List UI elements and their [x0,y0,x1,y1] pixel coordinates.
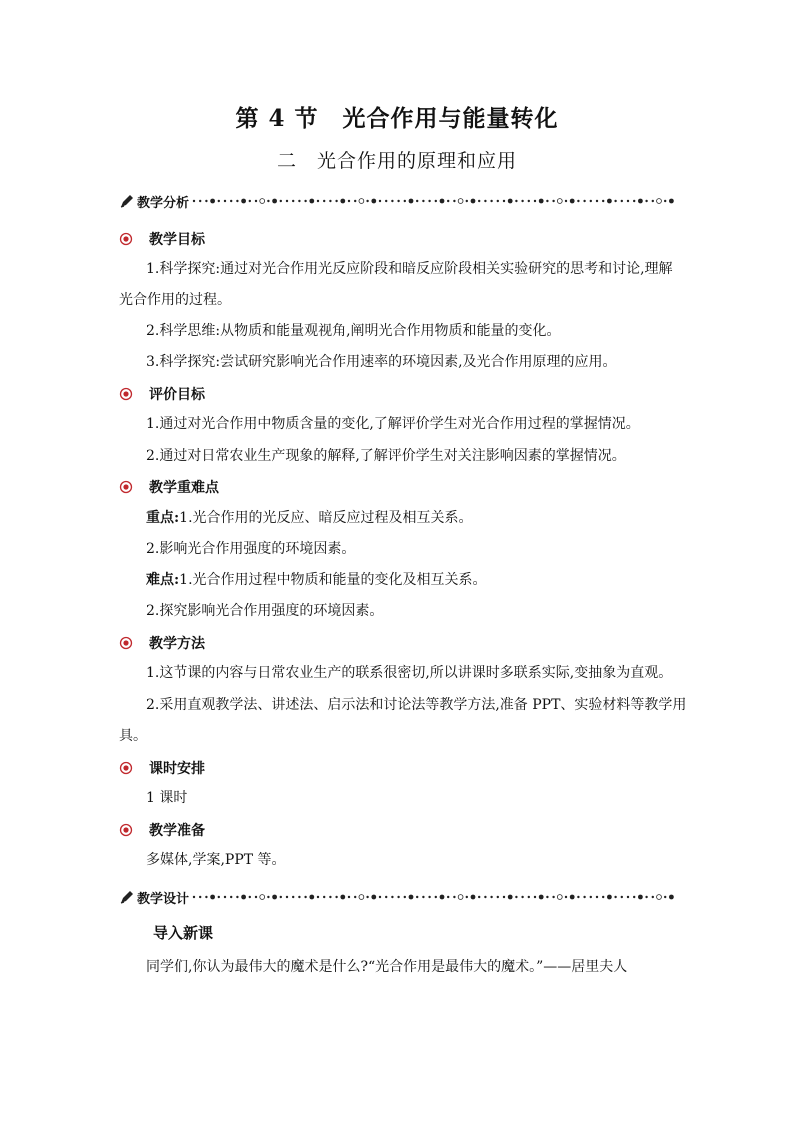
heading-text: 教学目标 [149,232,205,248]
heading-schedule [119,758,205,778]
goal-item-3: 3.科学探究:尝试研究影响光合作用速率的环境因素,及光合作用原理的应用。 [146,354,617,370]
pen-icon [119,889,135,905]
target-circle-icon [119,480,133,494]
section-bar-analysis [119,191,675,211]
method-item-2-cont: 具。 [119,728,147,744]
intro-heading: 导入新课 [153,924,214,942]
pen-icon [119,193,135,209]
heading-evaluation [119,384,205,404]
difficulty-text: 1.光合作用过程中物质和能量的变化及相互关系。 [179,572,487,588]
dotted-rule [191,196,675,206]
key-point-text: 1.光合作用的光反应、暗反应过程及相互关系。 [179,510,473,526]
method-item-2: 2.采用直观教学法、讲述法、启示法和讨论法等教学方法,准备 PPT、实验材料等教学用 [146,697,687,713]
evaluation-item-2: 2.通过对日常农业生产现象的解释,了解评价学生对关注影响因素的掌握情况。 [146,448,626,464]
method-item-1: 1.这节课的内容与日常农业生产的联系很密切,所以讲课时多联系实际,变抽象为直观。 [146,665,673,681]
difficulty-label: 难点: [146,572,180,588]
preparation-value: 多媒体,学案,PPT 等。 [146,852,286,868]
heading-text: 教学方法 [149,636,205,652]
heading-text: 评价目标 [149,387,205,403]
section-label: 教学设计 [137,891,190,907]
target-circle-icon [119,636,133,650]
goal-item-2: 2.科学思维:从物质和能量观视角,阐明光合作用物质和能量的变化。 [146,323,561,339]
target-circle-icon [119,761,133,775]
difficulty-2: 2.探究影响光合作用强度的环境因素。 [146,603,384,619]
heading-text: 教学准备 [149,823,205,839]
key-point-1 [146,508,473,528]
intro-text: 同学们,你认为最伟大的魔术是什么?“光合作用是最伟大的魔术。”——居里夫人 [146,959,628,975]
page-subtitle: 二 光合作用的原理和应用 [276,150,517,172]
section-bar-design [119,887,675,907]
heading-text: 课时安排 [149,761,205,777]
heading-teaching-goals [119,229,205,249]
section-label: 教学分析 [137,195,190,211]
key-label: 重点: [146,510,180,526]
goal-item-1-cont: 光合作用的过程。 [119,292,231,308]
difficulty-1 [146,570,487,590]
heading-text: 教学重难点 [149,480,219,496]
target-circle-icon [119,823,133,837]
heading-preparation [119,820,205,840]
goal-item-1: 1.科学探究:通过对光合作用光反应阶段和暗反应阶段相关实验研究的思考和讨论,理解 [146,261,673,277]
heading-methods [119,633,205,653]
key-point-2: 2.影响光合作用强度的环境因素。 [146,541,356,557]
page-title: 第 4 节 光合作用与能量转化 [235,105,559,132]
target-circle-icon [119,232,133,246]
schedule-value: 1 课时 [146,790,188,806]
evaluation-item-1: 1.通过对光合作用中物质含量的变化,了解评价学生对光合作用过程的掌握情况。 [146,416,640,432]
heading-key-difficulties [119,477,219,497]
target-circle-icon [119,387,133,401]
dotted-rule [191,892,675,902]
